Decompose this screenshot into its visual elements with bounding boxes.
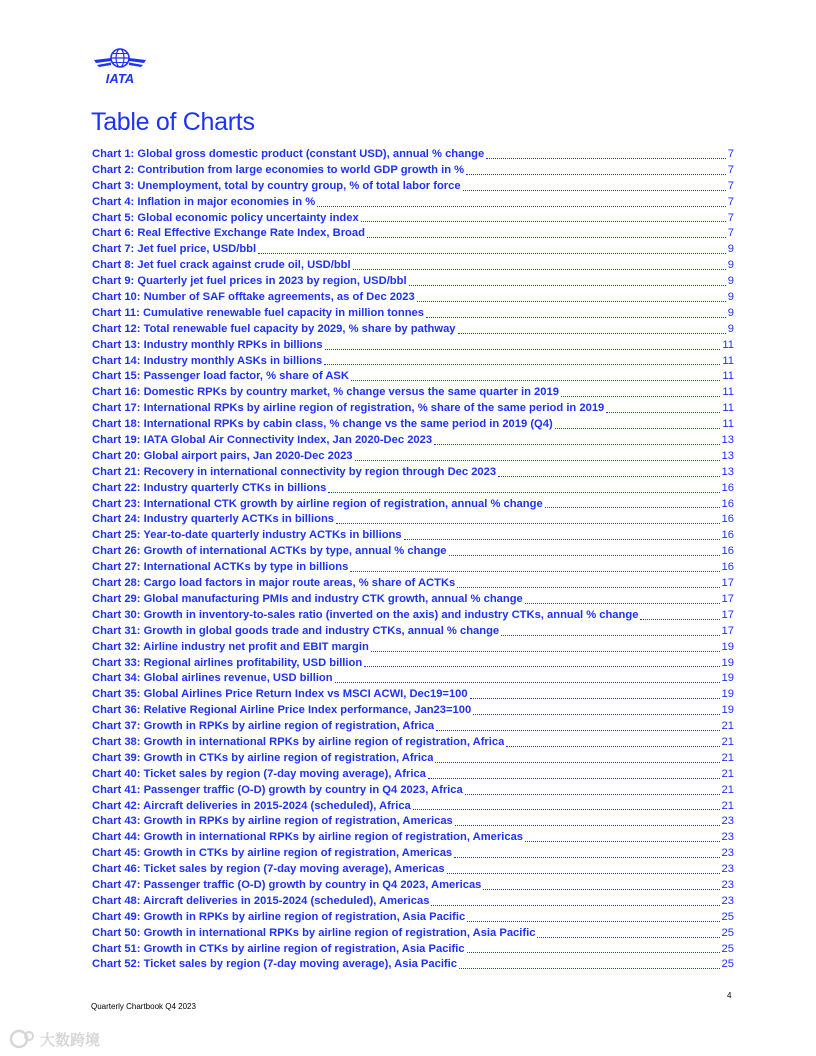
toc-entry[interactable] bbox=[92, 544, 734, 560]
toc-entry[interactable] bbox=[92, 624, 734, 640]
toc-entry-page[interactable]: 21 bbox=[721, 783, 734, 796]
toc-dot-leader bbox=[258, 253, 726, 254]
toc-entry-label[interactable]: Chart 5: Global economic policy uncertainty index bbox=[92, 211, 359, 224]
toc-dot-leader bbox=[435, 762, 719, 763]
toc-entry-label[interactable]: Chart 20: Global airport pairs, Jan 2020-Dec 2023 bbox=[92, 449, 353, 462]
toc-entry-label[interactable]: Chart 29: Global manufacturing PMIs and industry CTK growth, annual % change bbox=[92, 592, 523, 605]
watermark-logo-icon bbox=[8, 1028, 36, 1050]
toc-entry[interactable] bbox=[92, 512, 734, 528]
toc-entry-page[interactable]: 17 bbox=[721, 577, 734, 590]
toc-dot-leader bbox=[413, 809, 720, 810]
toc-dot-leader bbox=[486, 158, 726, 159]
toc-entry-page[interactable]: 11 bbox=[722, 418, 734, 431]
toc-entry-label[interactable]: Chart 35: Global Airlines Price Return Index vs MSCI ACWI, Dec19=100 bbox=[92, 688, 468, 701]
toc-entry[interactable] bbox=[92, 608, 734, 624]
toc-dot-leader bbox=[458, 333, 726, 334]
toc-entry[interactable] bbox=[92, 830, 734, 846]
toc-entry-label[interactable]: Chart 50: Growth in international RPKs by airline region of registration, Asia Pacific bbox=[92, 926, 536, 939]
toc-entry[interactable] bbox=[92, 449, 734, 465]
toc-entry-page[interactable]: 9 bbox=[727, 259, 734, 272]
toc-entry-label[interactable]: Chart 45: Growth in CTKs by airline region of registration, Americas bbox=[92, 847, 453, 860]
toc-entry-label[interactable]: Chart 49: Growth in RPKs by airline region of registration, Asia Pacific bbox=[92, 910, 466, 923]
toc-entry-page[interactable]: 17 bbox=[721, 608, 734, 621]
toc-dot-leader bbox=[555, 428, 721, 429]
toc-entry[interactable] bbox=[92, 163, 734, 179]
toc-entry-label[interactable]: Chart 24: Industry quarterly ACTKs in billions bbox=[92, 513, 335, 526]
toc-entry[interactable] bbox=[92, 242, 734, 258]
toc-entry[interactable] bbox=[92, 703, 734, 719]
toc-entry-label[interactable]: Chart 19: IATA Global Air Connectivity Index, Jan 2020-Dec 2023 bbox=[92, 434, 433, 447]
toc-entry-label[interactable]: Chart 37: Growth in RPKs by airline region of registration, Africa bbox=[92, 720, 435, 733]
toc-entry-page[interactable]: 7 bbox=[727, 179, 734, 192]
iata-globe-wings-icon bbox=[92, 46, 148, 86]
toc-dot-leader bbox=[417, 301, 726, 302]
logo-wordmark: IATA bbox=[105, 71, 135, 86]
toc-dot-leader bbox=[463, 190, 726, 191]
toc-entry[interactable] bbox=[92, 671, 734, 687]
toc-entry[interactable] bbox=[92, 481, 734, 497]
toc-dot-leader bbox=[426, 317, 726, 318]
toc-entry-label[interactable]: Chart 2: Contribution from large economies to world GDP growth in % bbox=[92, 163, 465, 176]
toc-entry[interactable] bbox=[92, 195, 734, 211]
toc-entry-label[interactable]: Chart 6: Real Effective Exchange Rate Index, Broad bbox=[92, 227, 365, 240]
toc-dot-leader bbox=[545, 507, 720, 508]
toc-entry-label[interactable]: Chart 30: Growth in inventory-to-sales ratio (inverted on the axis) and industry CTKs, annual % change bbox=[92, 608, 639, 621]
toc-dot-leader bbox=[436, 730, 719, 731]
toc-entry-page[interactable]: 23 bbox=[721, 847, 734, 860]
toc-entry[interactable] bbox=[92, 910, 734, 926]
toc-entry-page[interactable]: 9 bbox=[727, 243, 734, 256]
toc-dot-leader bbox=[525, 603, 720, 604]
toc-entry-label[interactable]: Chart 18: International RPKs by cabin class, % change vs the same period in 2019 (Q4) bbox=[92, 418, 553, 431]
toc-dot-leader bbox=[483, 889, 719, 890]
toc-entry-page[interactable]: 19 bbox=[721, 704, 734, 717]
toc-dot-leader bbox=[324, 364, 720, 365]
toc-entry-label[interactable]: Chart 38: Growth in international RPKs by airline region of registration, Africa bbox=[92, 735, 505, 748]
toc-entry-page[interactable]: 11 bbox=[722, 370, 734, 383]
toc-entry-label[interactable]: Chart 15: Passenger load factor, % share of ASK bbox=[92, 370, 349, 383]
toc-entry-page[interactable]: 11 bbox=[722, 386, 734, 399]
toc-entry[interactable] bbox=[92, 211, 734, 227]
toc-entry-label[interactable]: Chart 48: Aircraft deliveries in 2015-2024 (scheduled), Americas bbox=[92, 894, 430, 907]
toc-entry-page[interactable]: 16 bbox=[721, 545, 734, 558]
toc-entry-page[interactable]: 19 bbox=[721, 640, 734, 653]
toc-entry[interactable] bbox=[92, 306, 734, 322]
toc-dot-leader bbox=[454, 857, 719, 858]
toc-dot-leader bbox=[361, 221, 726, 222]
toc-dot-leader bbox=[434, 444, 719, 445]
toc-entry-page[interactable]: 23 bbox=[721, 863, 734, 876]
toc-entry-label[interactable]: Chart 8: Jet fuel crack against crude oil, USD/bbl bbox=[92, 259, 351, 272]
toc-entry[interactable] bbox=[92, 274, 734, 290]
toc-dot-leader bbox=[431, 905, 719, 906]
toc-entry-page[interactable]: 21 bbox=[721, 720, 734, 733]
toc-entry-page[interactable]: 23 bbox=[721, 831, 734, 844]
toc-entry-label[interactable]: Chart 9: Quarterly jet fuel prices in 2023 by region, USD/bbl bbox=[92, 275, 407, 288]
toc-entry-page[interactable]: 25 bbox=[721, 958, 734, 971]
table-of-charts-list bbox=[92, 147, 734, 973]
toc-dot-leader bbox=[525, 841, 720, 842]
toc-dot-leader bbox=[467, 952, 720, 953]
toc-entry[interactable] bbox=[92, 433, 734, 449]
toc-entry[interactable] bbox=[92, 226, 734, 242]
toc-entry[interactable] bbox=[92, 719, 734, 735]
toc-entry-label[interactable]: Chart 36: Relative Regional Airline Price Index performance, Jan23=100 bbox=[92, 704, 472, 717]
toc-dot-leader bbox=[371, 651, 720, 652]
toc-entry-label[interactable]: Chart 28: Cargo load factors in major route areas, % share of ACTKs bbox=[92, 577, 456, 590]
toc-entry[interactable] bbox=[92, 385, 734, 401]
toc-entry[interactable] bbox=[92, 767, 734, 783]
toc-entry-page[interactable]: 23 bbox=[721, 815, 734, 828]
toc-dot-leader bbox=[473, 714, 719, 715]
watermark-text: 大数跨境 bbox=[40, 1031, 101, 1049]
toc-entry-page[interactable]: 16 bbox=[721, 529, 734, 542]
toc-entry-page[interactable]: 13 bbox=[721, 449, 734, 462]
toc-entry-page[interactable]: 25 bbox=[721, 910, 734, 923]
toc-entry-page[interactable]: 21 bbox=[721, 799, 734, 812]
toc-entry[interactable] bbox=[92, 147, 734, 163]
page-number: 4 bbox=[727, 991, 732, 1000]
toc-entry[interactable] bbox=[92, 322, 734, 338]
toc-entry-label[interactable]: Chart 46: Ticket sales by region (7-day moving average), Americas bbox=[92, 863, 445, 876]
toc-entry-page[interactable]: 25 bbox=[721, 942, 734, 955]
toc-entry-page[interactable]: 16 bbox=[721, 513, 734, 526]
toc-entry[interactable] bbox=[92, 417, 734, 433]
toc-entry[interactable] bbox=[92, 560, 734, 576]
toc-entry-label[interactable]: Chart 23: International CTK growth by airline region of registration, annual % change bbox=[92, 497, 543, 510]
toc-dot-leader bbox=[367, 237, 726, 238]
toc-entry-page[interactable]: 9 bbox=[727, 291, 734, 304]
toc-dot-leader bbox=[353, 269, 726, 270]
toc-entry-label[interactable]: Chart 52: Ticket sales by region (7-day moving average), Asia Pacific bbox=[92, 958, 457, 971]
toc-entry-page[interactable]: 11 bbox=[722, 354, 734, 367]
toc-dot-leader bbox=[447, 873, 720, 874]
toc-dot-leader bbox=[428, 778, 720, 779]
toc-entry[interactable] bbox=[92, 290, 734, 306]
toc-entry[interactable] bbox=[92, 942, 734, 958]
toc-entry[interactable] bbox=[92, 957, 734, 973]
toc-dot-leader bbox=[404, 539, 720, 540]
toc-entry-label[interactable]: Chart 25: Year-to-date quarterly industry ACTKs in billions bbox=[92, 529, 402, 542]
footer-text: Quarterly Chartbook Q4 2023 bbox=[91, 1002, 196, 1011]
toc-dot-leader bbox=[350, 571, 719, 572]
toc-entry[interactable] bbox=[92, 401, 734, 417]
toc-dot-leader bbox=[506, 746, 719, 747]
toc-entry[interactable] bbox=[92, 258, 734, 274]
toc-entry[interactable] bbox=[92, 592, 734, 608]
toc-entry[interactable] bbox=[92, 576, 734, 592]
toc-dot-leader bbox=[501, 635, 719, 636]
toc-entry[interactable] bbox=[92, 783, 734, 799]
watermark bbox=[8, 1028, 100, 1050]
toc-entry[interactable] bbox=[92, 687, 734, 703]
toc-entry-page[interactable]: 21 bbox=[721, 767, 734, 780]
toc-entry-label[interactable]: Chart 34: Global airlines revenue, USD billion bbox=[92, 672, 333, 685]
toc-entry-page[interactable]: 11 bbox=[722, 402, 734, 415]
toc-dot-leader bbox=[317, 206, 726, 207]
toc-entry-page[interactable]: 25 bbox=[721, 926, 734, 939]
toc-entry-page[interactable]: 17 bbox=[721, 624, 734, 637]
toc-entry-label[interactable]: Chart 27: International ACTKs by type in billions bbox=[92, 561, 349, 574]
toc-entry-page[interactable]: 17 bbox=[721, 592, 734, 605]
toc-entry-label[interactable]: Chart 39: Growth in CTKs by airline region of registration, Africa bbox=[92, 751, 434, 764]
toc-dot-leader bbox=[455, 825, 720, 826]
toc-dot-leader bbox=[457, 587, 719, 588]
toc-entry-label[interactable]: Chart 43: Growth in RPKs by airline region of registration, Americas bbox=[92, 815, 453, 828]
toc-entry[interactable] bbox=[92, 799, 734, 815]
toc-entry[interactable] bbox=[92, 846, 734, 862]
toc-entry-label[interactable]: Chart 4: Inflation in major economies in % bbox=[92, 195, 316, 208]
toc-dot-leader bbox=[466, 174, 726, 175]
toc-entry[interactable] bbox=[92, 814, 734, 830]
toc-entry-page[interactable]: 16 bbox=[721, 497, 734, 510]
toc-entry-page[interactable]: 7 bbox=[727, 163, 734, 176]
toc-entry-label[interactable]: Chart 14: Industry monthly ASKs in billions bbox=[92, 354, 323, 367]
toc-entry[interactable] bbox=[92, 338, 734, 354]
toc-dot-leader bbox=[336, 523, 720, 524]
toc-entry-label[interactable]: Chart 21: Recovery in international connectivity by region through Dec 2023 bbox=[92, 465, 497, 478]
toc-dot-leader bbox=[470, 698, 720, 699]
toc-dot-leader bbox=[351, 380, 720, 381]
toc-dot-leader bbox=[561, 396, 720, 397]
toc-entry-label[interactable]: Chart 13: Industry monthly RPKs in billions bbox=[92, 338, 323, 351]
toc-entry[interactable] bbox=[92, 878, 734, 894]
toc-dot-leader bbox=[355, 460, 720, 461]
toc-dot-leader bbox=[409, 285, 726, 286]
toc-dot-leader bbox=[459, 968, 720, 969]
toc-entry-page[interactable]: 11 bbox=[722, 338, 734, 351]
toc-entry-page[interactable]: 9 bbox=[727, 275, 734, 288]
toc-entry-page[interactable]: 21 bbox=[721, 751, 734, 764]
toc-dot-leader bbox=[364, 666, 719, 667]
toc-dot-leader bbox=[325, 349, 721, 350]
toc-entry-label[interactable]: Chart 3: Unemployment, total by country group, % of total labor force bbox=[92, 179, 461, 192]
toc-entry-page[interactable]: 19 bbox=[721, 672, 734, 685]
toc-entry-page[interactable]: 7 bbox=[727, 195, 734, 208]
toc-entry-label[interactable]: Chart 26: Growth of international ACTKs by type, annual % change bbox=[92, 545, 447, 558]
toc-entry-label[interactable]: Chart 1: Global gross domestic product (constant USD), annual % change bbox=[92, 148, 485, 160]
toc-entry-page[interactable]: 23 bbox=[721, 894, 734, 907]
toc-entry-page[interactable]: 13 bbox=[721, 434, 734, 447]
toc-entry-label[interactable]: Chart 40: Ticket sales by region (7-day moving average), Africa bbox=[92, 767, 426, 780]
toc-entry-label[interactable]: Chart 17: International RPKs by airline region of registration, % share of the same period in 2019 bbox=[92, 402, 605, 415]
toc-entry-page[interactable]: 7 bbox=[727, 211, 734, 224]
toc-entry[interactable] bbox=[92, 497, 734, 513]
toc-entry-label[interactable]: Chart 16: Domestic RPKs by country market, % change versus the same quarter in 2019 bbox=[92, 386, 559, 399]
toc-entry-label[interactable]: Chart 44: Growth in international RPKs by airline region of registration, Americas bbox=[92, 831, 524, 844]
toc-entry-page[interactable]: 21 bbox=[721, 735, 734, 748]
toc-dot-leader bbox=[498, 476, 719, 477]
toc-entry-page[interactable]: 9 bbox=[727, 306, 734, 319]
toc-entry-label[interactable]: Chart 33: Regional airlines profitability, USD billion bbox=[92, 656, 363, 669]
toc-entry-page[interactable]: 7 bbox=[727, 148, 734, 160]
toc-entry-label[interactable]: Chart 22: Industry quarterly CTKs in billions bbox=[92, 481, 327, 494]
toc-dot-leader bbox=[537, 937, 719, 938]
iata-logo bbox=[92, 46, 148, 86]
toc-entry-page[interactable]: 16 bbox=[721, 481, 734, 494]
toc-dot-leader bbox=[606, 412, 720, 413]
toc-entry[interactable] bbox=[92, 656, 734, 672]
toc-dot-leader bbox=[328, 492, 719, 493]
toc-entry[interactable] bbox=[92, 465, 734, 481]
toc-entry[interactable] bbox=[92, 926, 734, 942]
toc-entry-page[interactable]: 19 bbox=[721, 656, 734, 669]
toc-dot-leader bbox=[335, 682, 720, 683]
page-title: Table of Charts bbox=[91, 108, 255, 136]
toc-entry-label[interactable]: Chart 10: Number of SAF offtake agreements, as of Dec 2023 bbox=[92, 291, 415, 304]
toc-entry-label[interactable]: Chart 31: Growth in global goods trade and industry CTKs, annual % change bbox=[92, 624, 500, 637]
toc-entry[interactable] bbox=[92, 735, 734, 751]
toc-entry[interactable] bbox=[92, 894, 734, 910]
toc-entry-label[interactable]: Chart 7: Jet fuel price, USD/bbl bbox=[92, 243, 257, 256]
toc-entry[interactable] bbox=[92, 862, 734, 878]
toc-entry-label[interactable]: Chart 51: Growth in CTKs by airline region of registration, Asia Pacific bbox=[92, 942, 465, 955]
toc-entry-label[interactable]: Chart 47: Passenger traffic (O-D) growth by country in Q4 2023, Americas bbox=[92, 878, 482, 891]
toc-entry-label[interactable]: Chart 11: Cumulative renewable fuel capacity in million tonnes bbox=[92, 306, 424, 319]
toc-dot-leader bbox=[467, 921, 719, 922]
toc-entry-label[interactable]: Chart 41: Passenger traffic (O-D) growth by country in Q4 2023, Africa bbox=[92, 783, 463, 796]
toc-entry[interactable] bbox=[92, 369, 734, 385]
toc-dot-leader bbox=[449, 555, 720, 556]
toc-entry-page[interactable]: 7 bbox=[727, 227, 734, 240]
toc-entry-page[interactable]: 9 bbox=[727, 322, 734, 335]
toc-entry-page[interactable]: 16 bbox=[721, 561, 734, 574]
toc-entry-page[interactable]: 19 bbox=[721, 688, 734, 701]
toc-entry[interactable] bbox=[92, 528, 734, 544]
toc-entry[interactable] bbox=[92, 179, 734, 195]
toc-dot-leader bbox=[465, 794, 720, 795]
toc-entry-label[interactable]: Chart 42: Aircraft deliveries in 2015-2024 (scheduled), Africa bbox=[92, 799, 411, 812]
toc-entry-label[interactable]: Chart 12: Total renewable fuel capacity by 2029, % share by pathway bbox=[92, 322, 456, 335]
toc-entry[interactable] bbox=[92, 751, 734, 767]
toc-entry-page[interactable]: 23 bbox=[721, 878, 734, 891]
toc-entry[interactable] bbox=[92, 354, 734, 370]
toc-entry-page[interactable]: 13 bbox=[721, 465, 734, 478]
toc-dot-leader bbox=[640, 619, 719, 620]
toc-entry-label[interactable]: Chart 32: Airline industry net profit and EBIT margin bbox=[92, 640, 369, 653]
toc-entry[interactable] bbox=[92, 640, 734, 656]
